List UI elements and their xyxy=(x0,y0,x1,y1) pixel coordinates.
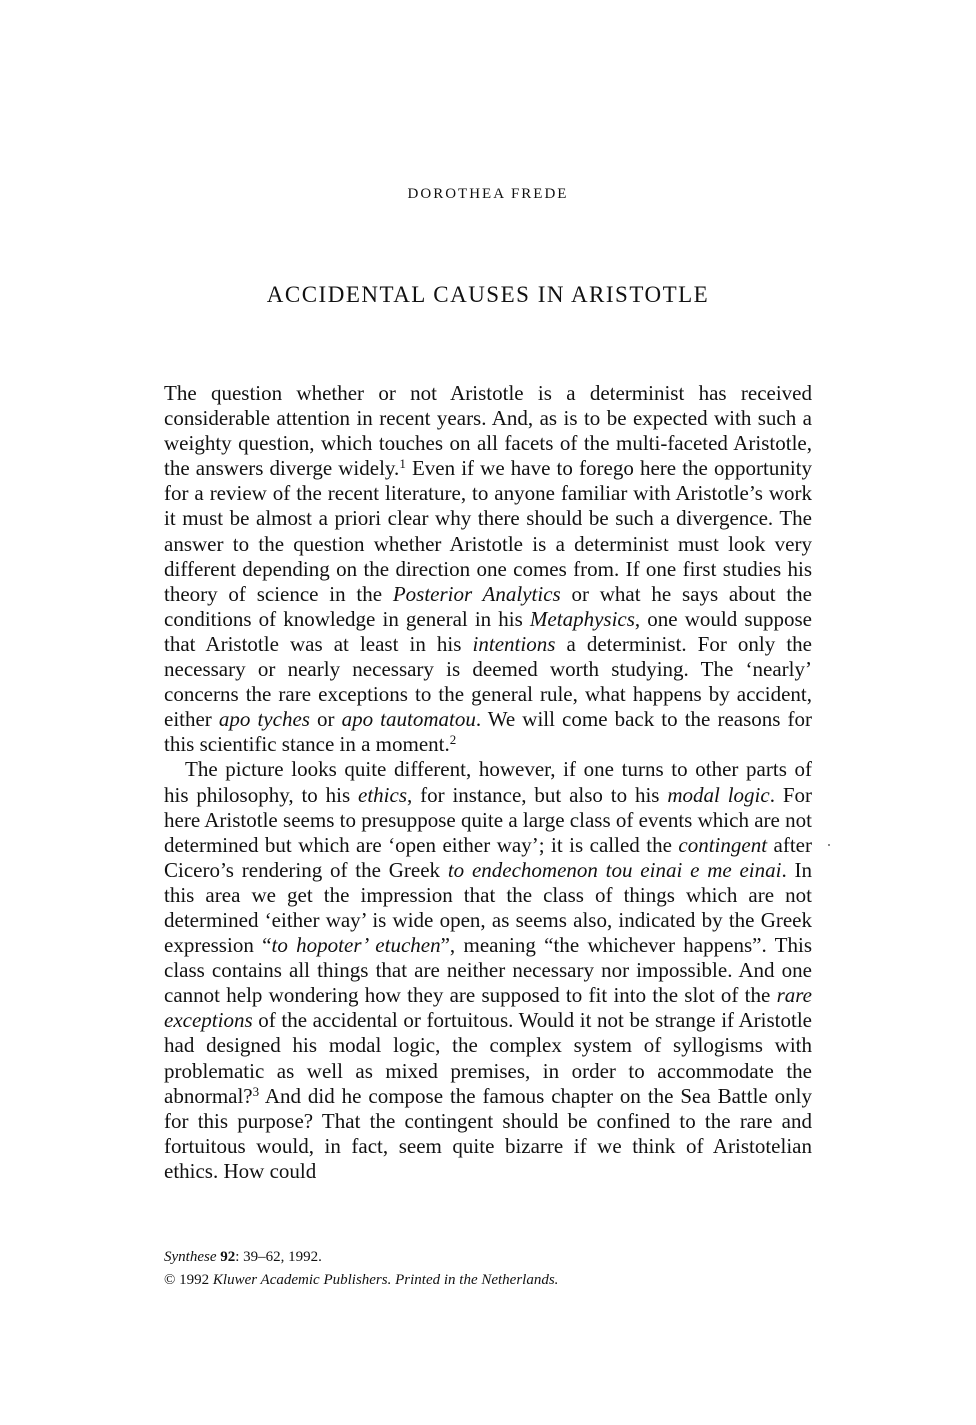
article-body xyxy=(164,381,812,1184)
paragraph-1 xyxy=(164,381,812,757)
paragraph-2 xyxy=(164,757,812,1184)
article-title: ACCIDENTAL CAUSES IN ARISTOTLE xyxy=(266,282,710,307)
author-name: DOROTHEA FREDE xyxy=(407,186,569,202)
text-run: ”, meaning “the whichever happens”. This class contains all things that are neither necessary nor impossible. And one cannot help wondering how they are supposed to fit into the slot of the xyxy=(164,933,812,1008)
footnote-marker-1[interactable]: 1 xyxy=(399,456,406,472)
journal-name: Synthese xyxy=(164,1249,217,1265)
text-run: And did he compose the famous chapter on the Sea Battle only for this purpose? That the contingent should be confined to the rare and fortuitous would, in fact, seem quite bizarre if we think of Aristotelian ethics. How could xyxy=(164,1083,812,1183)
italic-term: to hopoter’ etuchen xyxy=(271,933,441,958)
copyright-year: 1992 xyxy=(175,1272,213,1288)
footnote-marker-2[interactable]: 2 xyxy=(449,732,457,748)
text-run: or what he says about the conditions of knowledge in general in his xyxy=(164,581,813,631)
italic-term: apo tyches xyxy=(218,707,310,732)
copyright-icon: © xyxy=(164,1272,176,1288)
italic-term: modal logic xyxy=(667,782,770,807)
text-run: The picture looks quite different, however, if one turns to other parts of his philosophy, to his xyxy=(164,757,812,807)
italic-term: to endechomenon tou einai e me einai xyxy=(447,857,782,882)
stray-scan-mark xyxy=(828,844,830,846)
text-run: . For here Aristotle seems to presuppose quite a large class of events which are not determined but which are ‘open either way’; it is called the xyxy=(164,782,812,857)
text-run: after Cicero’s rendering of the Greek xyxy=(164,832,812,882)
text-run: . In this area we get the impression that the class of things which are not determined ‘either way’ is wide open, as seems also, indicated by the Greek expression “ xyxy=(164,857,812,958)
italic-term: intentions xyxy=(472,631,556,656)
text-run: , one would suppose that Aristotle was at least in his xyxy=(164,606,812,656)
journal-volume: 92 xyxy=(220,1249,236,1265)
citation-line xyxy=(164,1246,812,1269)
text-run: . We will come back to the reasons for this scientific stance in a moment. xyxy=(164,707,812,757)
footnote-marker-3[interactable]: 3 xyxy=(252,1083,260,1099)
italic-term: contingent xyxy=(678,832,768,857)
publication-footer xyxy=(164,1246,812,1292)
copyright-line xyxy=(164,1269,812,1292)
italic-term: ethics xyxy=(358,782,408,807)
italic-term: rare exceptions xyxy=(164,983,812,1033)
publisher-text: Kluwer Academic Publishers. Printed in the Netherlands. xyxy=(212,1272,559,1288)
pages-year: : 39–62, 1992. xyxy=(235,1249,322,1265)
italic-term: Metaphysics xyxy=(529,606,635,631)
text-run: of the accidental or fortuitous. Would it not be strange if Aristotle had designed his modal logic, the complex system of syllogisms with problematic as well as mixed premises, in order to accommodate the abnormal? xyxy=(164,1008,812,1108)
text-run: or xyxy=(309,707,342,732)
text-run: , for instance, but also to his xyxy=(407,782,668,807)
text-run: The question whether or not Aristotle is a determinist has received considerable attention in recent years. And, as is to be expected with such a weighty question, which touches on all facets of the multi-faceted Aristotle, the answers diverge widely. xyxy=(164,381,812,481)
text-run: a determinist. For only the necessary or nearly necessary is deemed worth studying. The ‘nearly’ concerns the rare exceptions to the general rule, what happens by accident, either xyxy=(164,631,812,732)
italic-term: apo tautomatou xyxy=(341,707,476,732)
text-run: Even if we have to forego here the opportunity for a review of the recent literature, to anyone familiar with Aristotle’s work it must be almost a priori clear why there should be such a divergence. The answer to the question whether Aristotle is a determinist must look very different depending on the direction one comes from. If one first studies his theory of science in the xyxy=(164,456,812,606)
italic-term: Posterior Analytics xyxy=(392,581,561,606)
